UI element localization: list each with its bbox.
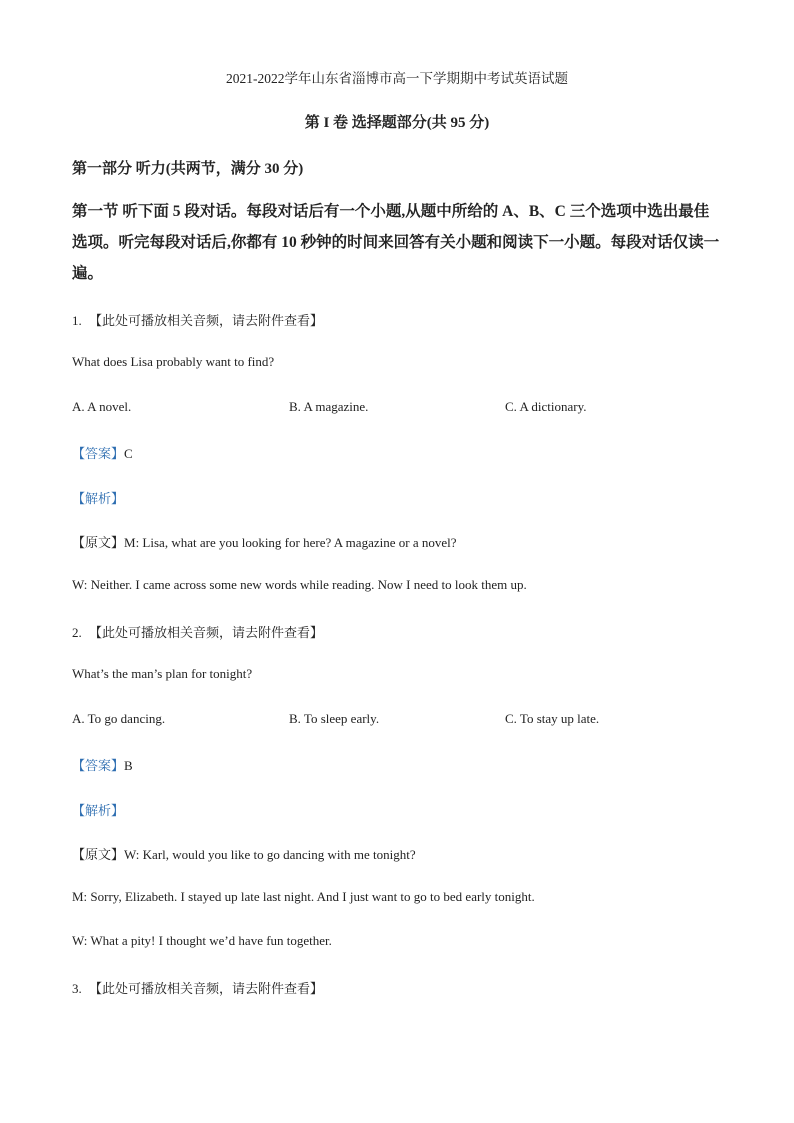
transcript-tag: 【原文】 (72, 535, 125, 550)
question-2-transcript-line-2: M: Sorry, Elizabeth. I stayed up late last night. And I just want to go to bed early tonight. (72, 889, 535, 904)
audio-note: 【此处可播放相关音频，请去附件查看】 (89, 981, 324, 996)
question-2-option-c: C. To stay up late. (505, 711, 600, 726)
question-2-transcript-line-3: W: What a pity! I thought we’d have fun together. (72, 933, 332, 948)
analysis-tag: 【解析】 (72, 803, 125, 818)
question-1-option-b: B. A magazine. (289, 399, 369, 414)
audio-note: 【此处可播放相关音频，请去附件查看】 (89, 625, 324, 640)
question-1-audio-note (72, 310, 323, 329)
analysis-tag: 【解析】 (72, 491, 125, 506)
question-2-option-a: A. To go dancing. (72, 711, 166, 726)
question-1-option-c: C. A dictionary. (505, 399, 587, 414)
volume-heading: 第 I 卷 选择题部分(共 95 分) (304, 115, 490, 131)
answer-value: C (124, 446, 133, 461)
section-instructions: 第一节 听下面 5 段对话。每段对话后有一个小题,从题中所给的 A、B、C 三个选项中选出最佳选项。听完每段对话后,你都有 10 秒钟的时间来回答有关小题和阅读下一小题。每段对话仅读一遍。 (72, 203, 720, 282)
question-number: 2. (72, 625, 82, 640)
question-2-option-b: B. To sleep early. (289, 711, 380, 726)
question-2-transcript-line-1 (72, 844, 416, 863)
question-number: 3. (72, 981, 82, 996)
question-1-transcript-line-1 (72, 532, 457, 551)
question-1-option-a: A. A novel. (72, 399, 132, 414)
audio-note: 【此处可播放相关音频，请去附件查看】 (89, 313, 324, 328)
question-3-audio-note (72, 978, 323, 997)
question-2-text: What’s the man’s plan for tonight? (72, 666, 253, 681)
question-2-answer (72, 755, 133, 774)
question-2-audio-note (72, 622, 323, 641)
question-2-analysis (72, 800, 124, 819)
answer-tag: 【答案】 (72, 758, 125, 773)
question-1-answer (72, 443, 133, 462)
question-1-analysis (72, 488, 124, 507)
question-1-text: What does Lisa probably want to find? (72, 354, 275, 369)
answer-tag: 【答案】 (72, 446, 125, 461)
transcript-text: M: Lisa, what are you looking for here? A magazine or a novel? (124, 535, 457, 550)
answer-value: B (124, 758, 133, 773)
question-1-transcript-line-2: W: Neither. I came across some new words while reading. Now I need to look them up. (72, 577, 527, 592)
question-number: 1. (72, 313, 82, 328)
part-heading: 第一部分 听力(共两节，满分 30 分) (72, 161, 304, 177)
exam-title: 2021-2022学年山东省淄博市高一下学期期中考试英语试题 (226, 71, 568, 86)
transcript-tag: 【原文】 (72, 847, 125, 862)
transcript-text: W: Karl, would you like to go dancing with me tonight? (124, 847, 416, 862)
